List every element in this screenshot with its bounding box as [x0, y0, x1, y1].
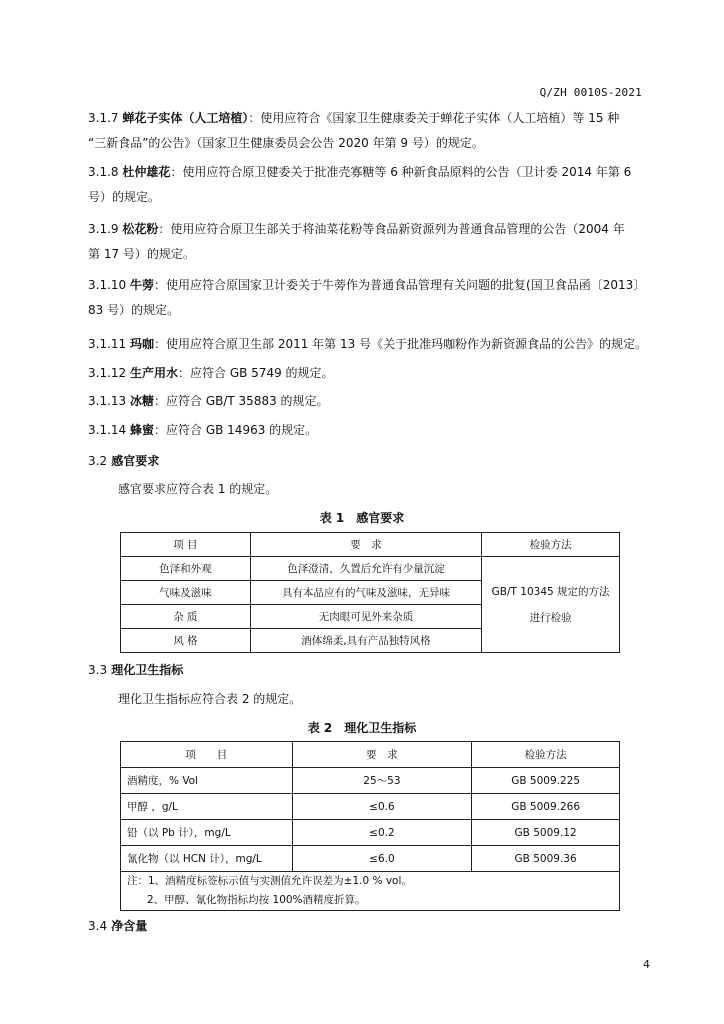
clause-text-continued: 83 号）的规定。 [88, 303, 180, 317]
clause-term: 蜂蜜 [130, 423, 155, 437]
clause-number: 3.1.8 [88, 165, 119, 179]
clause-text: ：使用应符合原卫生部 2011 年第 13 号《关于批准玛咖粉作为新资源食品的公告》的规定。 [154, 337, 648, 351]
clause-text-continued: 号）的规定。 [88, 190, 161, 204]
cell-item: 酒精度，% Vol [121, 768, 293, 794]
clause-term: 松花粉 [122, 222, 159, 236]
physicochemical-indicators-table [120, 741, 620, 911]
clause-number: 3.1.12 [88, 366, 127, 380]
clause-term: 玛咖 [130, 337, 155, 351]
cell-requirement: ≤0.6 [292, 794, 472, 820]
section-number: 3.4 [88, 919, 108, 933]
clause-text: ：使用应符合原卫健委关于批准壳寡糖等 6 种新食品原料的公告（卫计委 2014 年第 6 [170, 165, 632, 179]
clause-term: 牛蒡 [130, 278, 155, 292]
section-title: 理化卫生指标 [111, 663, 184, 677]
clause-3-1-8 [88, 160, 658, 210]
table-row [121, 794, 620, 820]
section-title: 净含量 [111, 919, 148, 933]
clause-text: ：使用应符合原国家卫计委关于牛蒡作为普通食品管理有关问题的批复(国卫食品函〔2013〕 [154, 278, 646, 292]
cell-method: GB 5009.225 [472, 768, 620, 794]
cell-requirement: 色泽澄清，久置后允许有少量沉淀 [250, 557, 481, 581]
document-code: Q/ZH 0010S-2021 [539, 86, 642, 99]
cell-method-merged: GB/T 10345 规定的方法进行检验 [482, 557, 620, 653]
clause-text: ：使用应符合《国家卫生健康委关于蝉花子实体（人工培植）等 15 种 [248, 111, 620, 125]
table-row [121, 820, 620, 846]
clause-text-continued: “三新食品”的公告》（国家卫生健康委员会公告 2020 年第 9 号）的规定。 [88, 136, 484, 150]
clause-3-1-9 [88, 217, 658, 267]
cell-item: 甲醇 ，g/L [121, 794, 293, 820]
header-method: 检验方法 [482, 533, 620, 557]
clause-number: 3.1.14 [88, 423, 127, 437]
note-line-2: 2、甲醇、氰化物指标均按 100%酒精度折算。 [147, 894, 366, 906]
table-header-row [121, 742, 620, 768]
cell-requirement: ≤0.2 [292, 820, 472, 846]
table-row [121, 846, 620, 872]
clause-3-1-12 [88, 361, 658, 386]
clause-term: 冰糖 [130, 394, 155, 408]
table-row [121, 768, 620, 794]
cell-item: 杂 质 [121, 605, 251, 629]
cell-method: GB 5009.266 [472, 794, 620, 820]
clause-3-1-11 [88, 332, 658, 357]
cell-requirement: ≤6.0 [292, 846, 472, 872]
cell-item: 气味及滋味 [121, 581, 251, 605]
clause-number: 3.1.10 [88, 278, 127, 292]
table-note-row [121, 872, 620, 911]
table-row [121, 557, 620, 581]
table-caption: 表 2 理化卫生指标 [307, 721, 417, 735]
section-number: 3.2 [88, 454, 108, 468]
header-requirement: 要 求 [292, 742, 472, 768]
clause-text: ：应符合 GB 5749 的规定。 [178, 366, 334, 380]
clause-text: ：应符合 GB/T 35883 的规定。 [154, 394, 329, 408]
clause-number: 3.1.11 [88, 337, 127, 351]
clause-3-1-13 [88, 389, 658, 414]
clause-term: 蝉花子实体（人工培植） [122, 111, 249, 125]
table-header-row [121, 533, 620, 557]
clause-3-1-10 [88, 273, 658, 323]
cell-item: 风 格 [121, 629, 251, 653]
cell-item: 色泽和外观 [121, 557, 251, 581]
header-method: 检验方法 [472, 742, 620, 768]
cell-method: GB 5009.36 [472, 846, 620, 872]
section-heading-3-2 [88, 452, 159, 469]
header-item: 项 目 [121, 533, 251, 557]
sensory-requirements-table [120, 532, 620, 653]
section-heading-3-3 [88, 661, 183, 678]
cell-requirement: 25～53 [292, 768, 472, 794]
clause-text-continued: 第 17 号）的规定。 [88, 247, 195, 261]
clause-number: 3.1.7 [88, 111, 119, 125]
section-heading-3-4 [88, 917, 147, 934]
header-item: 项 目 [121, 742, 293, 768]
cell-method: GB 5009.12 [472, 820, 620, 846]
clause-text: ：使用应符合原卫生部关于将油菜花粉等食品新资源列为普通食品管理的公告（2004 年 [158, 222, 625, 236]
section-intro: 感官要求应符合表 1 的规定。 [118, 482, 278, 496]
table-note [121, 872, 620, 911]
clause-text: ：应符合 GB 14963 的规定。 [154, 423, 318, 437]
clause-term: 生产用水 [130, 366, 179, 380]
clause-term: 杜仲雄花 [122, 165, 171, 179]
cell-requirement: 具有本品应有的气味及滋味，无异味 [250, 581, 481, 605]
cell-item: 铅（以 Pb 计），mg/L [121, 820, 293, 846]
section-number: 3.3 [88, 663, 108, 677]
header-requirement: 要 求 [250, 533, 481, 557]
clause-3-1-7 [88, 106, 658, 156]
cell-item: 氰化物（以 HCN 计），mg/L [121, 846, 293, 872]
section-intro: 理化卫生指标应符合表 2 的规定。 [118, 692, 302, 706]
page-number: 4 [643, 958, 650, 971]
table-caption: 表 1 感官要求 [319, 511, 405, 525]
clause-3-1-14 [88, 418, 658, 443]
cell-requirement: 酒体绵柔,具有产品独特风格 [250, 629, 481, 653]
clause-number: 3.1.9 [88, 222, 119, 236]
section-title: 感官要求 [111, 454, 160, 468]
clause-number: 3.1.13 [88, 394, 127, 408]
note-line-1: 注：1、酒精度标签标示值与实测值允许误差为±1.0 % vol。 [127, 875, 412, 887]
cell-requirement: 无肉眼可见外来杂质 [250, 605, 481, 629]
